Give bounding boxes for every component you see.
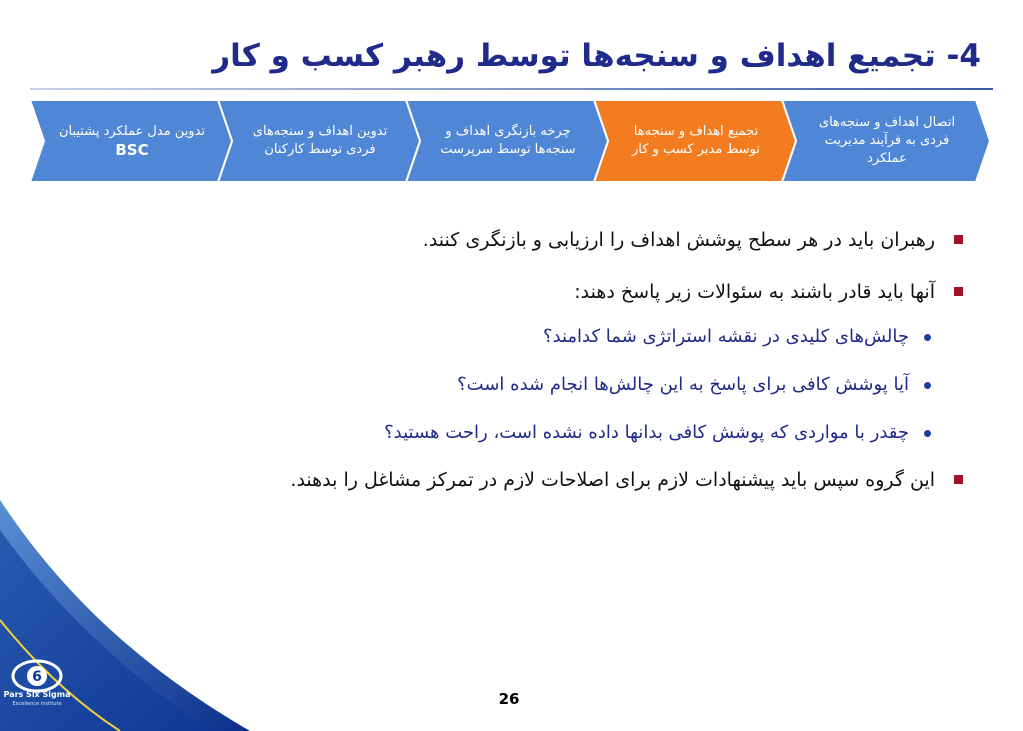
- bullet-item: [103, 466, 963, 494]
- square-bullet-icon: [954, 235, 963, 244]
- logo-name: Pars Six Sigma: [3, 690, 71, 699]
- process-step-text: تدوین مدل عملکرد پشتیبان: [58, 124, 206, 139]
- process-step-1: [594, 98, 798, 184]
- dot-bullet-icon: [924, 430, 931, 437]
- process-step-label: چرخه بازنگری اهداف و سنجه‌ها توسط سرپرست: [440, 124, 576, 157]
- sub-bullet-item: [103, 420, 931, 446]
- bullet-text: رهبران باید در هر سطح پوشش اهداف را ارزیابی و بازنگری کنند.: [422, 229, 935, 251]
- bullet-item: [103, 226, 963, 254]
- dot-bullet-icon: [924, 382, 931, 389]
- sub-bullet-item: [103, 372, 931, 398]
- dot-bullet-icon: [924, 334, 931, 341]
- process-step-label: [31, 123, 233, 159]
- process-step-label: تجمیع اهداف و سنجه‌ها توسط مدیر کسب و کار: [632, 124, 760, 157]
- process-step-label: اتصال اهداف و سنجه‌های فردی به فرآیند مدیریت عملکرد: [818, 115, 956, 166]
- sub-bullet-text: آیا پوشش کافی برای پاسخ به این چالش‌ها انجام شده است؟: [457, 374, 909, 395]
- logo-subtitle: Excellence Institute: [12, 701, 62, 707]
- sub-bullet-text: چالش‌های کلیدی در نقشه استراتژی شما کدامند؟: [542, 326, 909, 347]
- bullet-list: [103, 226, 963, 518]
- sub-bullet-text: چقدر با مواردی که پوشش کافی بدانها داده نشده است، راحت هستید؟: [384, 422, 909, 443]
- title-divider: [30, 88, 993, 90]
- square-bullet-icon: [954, 475, 963, 484]
- sub-bullet-item: [103, 324, 931, 350]
- process-chevrons: [0, 98, 1023, 188]
- process-step-2: [406, 98, 610, 184]
- page-number: 26: [498, 690, 520, 708]
- process-step-strong: BSC: [115, 141, 149, 159]
- slide-title: 4- تجمیع اهداف و سنجه‌ها توسط رهبر کسب و کار: [212, 38, 981, 74]
- process-step-label: تدوین اهداف و سنجه‌های فردی توسط کارکنان: [252, 124, 388, 157]
- process-step-0: [782, 98, 992, 184]
- process-step-3: [218, 98, 422, 184]
- bullet-text: این گروه سپس باید پیشنهادات لازم برای اصلاحات لازم در تمرکز مشاغل را بدهند.: [290, 469, 935, 491]
- process-step-4: [30, 98, 234, 184]
- bullet-text: آنها باید قادر باشند به سئوالات زیر پاسخ دهند:: [574, 281, 935, 303]
- bullet-item: [103, 278, 963, 306]
- svg-text:6: 6: [32, 669, 42, 685]
- square-bullet-icon: [954, 287, 963, 296]
